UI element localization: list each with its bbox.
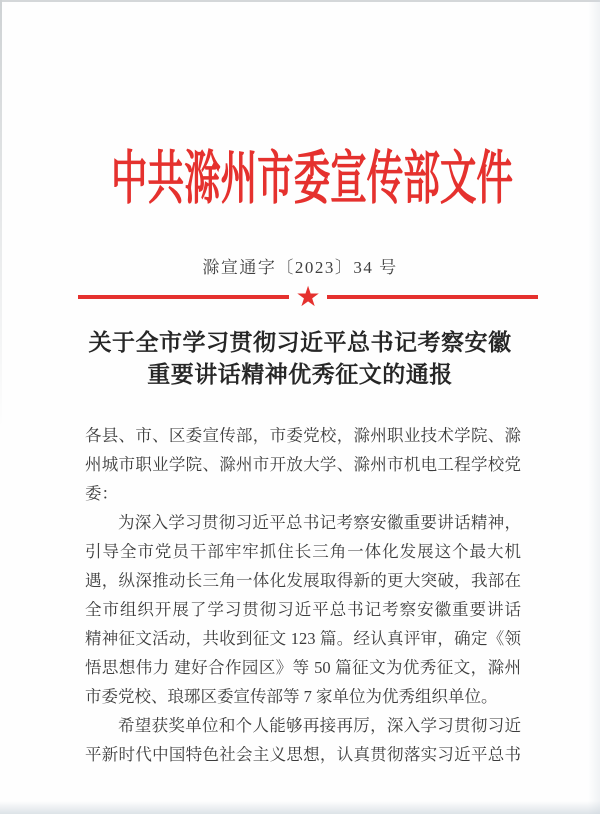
body-line: 各县、市、区委宣传部，市委党校，滁州职业技术学院、滁 — [85, 426, 521, 445]
document-title-line1: 关于全市学习贯彻习近平总书记考察安徽 — [88, 330, 512, 355]
body-line: 市委党校、琅琊区委宣传部等 7 家单位为优秀组织单位。 — [85, 687, 498, 706]
document-body — [85, 421, 521, 769]
body-line: 平新时代中国特色社会主义思想，认真贯彻落实习近平总书 — [85, 745, 521, 764]
body-line: 州城市职业学院、滁州市开放大学、滁州市机电工程学校党 — [85, 455, 521, 474]
letterhead-org-title: 中共滁州市委宣传部文件 — [111, 146, 513, 211]
scan-edge-bottom — [0, 801, 600, 814]
body-line: 希望获奖单位和个人能够再接再厉，深入学习贯彻习近 — [118, 716, 521, 735]
body-line: 引导全市党员干部牢牢抓住长三角一体化发展这个最大机 — [85, 542, 521, 561]
document-title-line2: 重要讲话精神优秀征文的通报 — [147, 362, 453, 387]
divider-line-right — [327, 295, 538, 299]
body-line: 遇，纵深推动长三角一体化发展取得新的更大突破，我部在 — [85, 571, 521, 590]
body-line: 委： — [85, 484, 118, 503]
body-line: 全市组织开展了学习贯彻习近平总书记考察安徽重要讲话 — [85, 600, 521, 619]
document-number: 滁宣通字〔2023〕34 号 — [202, 258, 398, 277]
scan-edge-top — [0, 0, 600, 2]
scan-edge-right — [588, 0, 600, 814]
body-line: 精神征文活动，共收到征文 123 篇。经认真评审，确定《领 — [85, 629, 521, 648]
body-line: 悟思想伟力 建好合作园区》等 50 篇征文为优秀征文，滁州 — [85, 658, 521, 677]
body-line: 为深入学习贯彻习近平总书记考察安徽重要讲话精神， — [118, 513, 521, 532]
star-icon: ★ — [295, 280, 321, 313]
red-divider — [78, 280, 538, 313]
divider-line-left — [78, 295, 289, 299]
document-title — [0, 327, 600, 391]
